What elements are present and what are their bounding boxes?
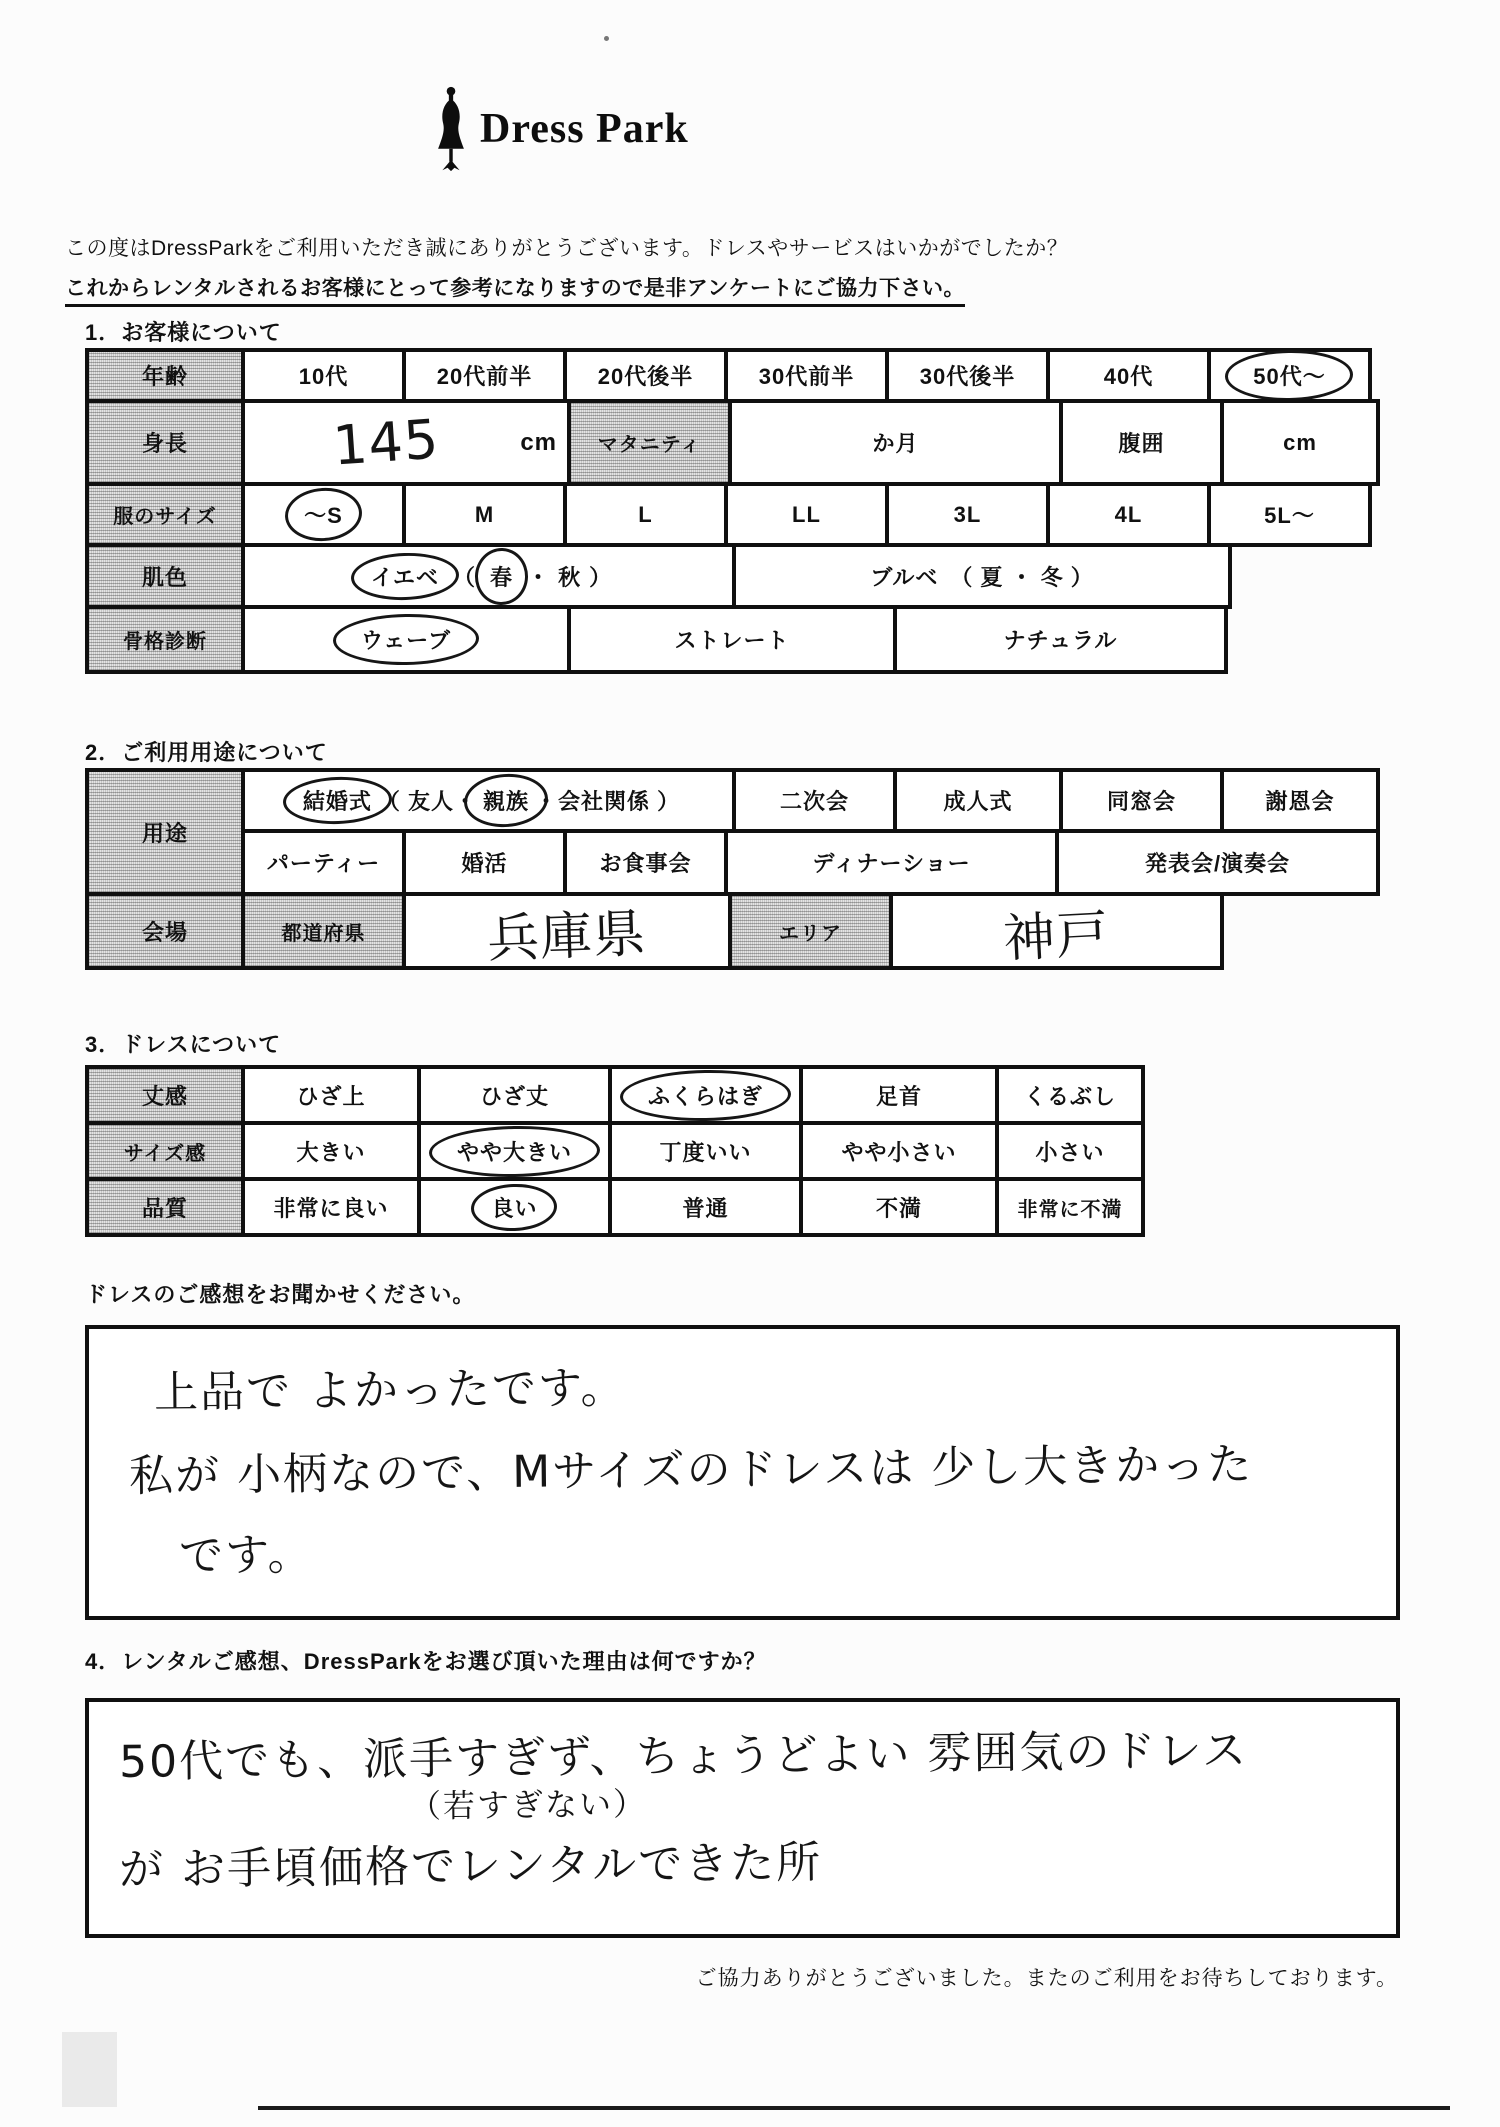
purpose-option-afterparty: 二次会 xyxy=(732,768,897,833)
fit-option-just-right: 丁度いい xyxy=(608,1121,803,1181)
fit-option-small: 小さい xyxy=(995,1121,1145,1181)
feedback-line: 上品で よかったです。 xyxy=(153,1362,627,1419)
waist-label: 腹囲 xyxy=(1059,399,1224,486)
age-option-late30s: 30代後半 xyxy=(885,348,1050,403)
reason-line: （若すぎない） xyxy=(408,1784,648,1826)
dress-feedback-box xyxy=(85,1325,1400,1620)
footer-thanks: ご協力ありがとうございました。またのご利用をお待ちしております。 xyxy=(695,1967,1398,1990)
handwritten-circle: ウェーブ xyxy=(355,624,457,655)
age-option-late20s: 20代後半 xyxy=(563,348,728,403)
size-option-l: L xyxy=(563,482,728,547)
logo xyxy=(432,86,689,172)
section4-title: 4．レンタルご感想、DressParkをお選び頂いた理由は何ですか？ xyxy=(85,1649,767,1674)
prefecture-label: 都道府県 xyxy=(241,892,406,970)
dress-feedback-prompt: ドレスのご感想をお聞かせください。 xyxy=(85,1282,476,1307)
purpose-option-dinner: お食事会 xyxy=(563,829,728,896)
venue-row-label: 会場 xyxy=(85,892,245,970)
maternity-label: マタニティ xyxy=(567,399,732,486)
fit-row-label: サイズ感 xyxy=(85,1121,245,1181)
age-option-early20s: 20代前半 xyxy=(402,348,567,403)
scan-artifact-line xyxy=(258,2106,1450,2110)
waist-unit: cm xyxy=(1220,399,1380,486)
dress-form-icon xyxy=(432,86,470,172)
frame-row-label: 骨格診断 xyxy=(85,605,245,674)
age-option-10s: 10代 xyxy=(241,348,406,403)
size-option-3l: 3L xyxy=(885,482,1050,547)
maternity-months-cell: か月 xyxy=(728,399,1063,486)
reason-line: が お手頃価格でレンタルできた所 xyxy=(118,1837,823,1896)
handwritten-circle: 50代～ xyxy=(1247,360,1331,391)
length-option-ankle: 足首 xyxy=(799,1065,999,1125)
age-option-40s: 40代 xyxy=(1046,348,1211,403)
feedback-line: 私が 小柄なので、Mサイズのドレスは 少し大きかった xyxy=(128,1439,1254,1502)
age-option-early30s: 30代前半 xyxy=(724,348,889,403)
height-value-cell xyxy=(241,399,571,486)
length-option-calf-circled xyxy=(608,1065,803,1125)
purpose-wedding-cell: 結婚式 （ 友人・ 親族 ・会社関係 ） xyxy=(241,768,736,833)
quality-option-very-unsatisfied: 非常に不満 xyxy=(995,1177,1145,1237)
size-row-label: 服のサイズ xyxy=(85,482,245,547)
purpose-option-reunion: 同窓会 xyxy=(1059,768,1224,833)
handwritten-circle: 親族 xyxy=(477,785,535,816)
length-option-above-knee: ひざ上 xyxy=(241,1065,421,1125)
reason-line: 50代でも、派手すぎず、ちょうどよい 雰囲気のドレス xyxy=(118,1725,1249,1788)
customer-table xyxy=(85,348,1380,674)
skin-row-label: 肌色 xyxy=(85,543,245,609)
purpose-option-coming-of-age: 成人式 xyxy=(893,768,1063,833)
area-value-cell xyxy=(889,892,1224,970)
frame-option-wave-circled xyxy=(241,605,571,674)
quality-option-very-good: 非常に良い xyxy=(241,1177,421,1237)
quality-row-label: 品質 xyxy=(85,1177,245,1237)
skin-blue-cell: ブルベ （ 夏 ・ 冬 ） xyxy=(732,543,1232,609)
size-option-s-circled xyxy=(241,482,406,547)
height-row-label: 身長 xyxy=(85,399,245,486)
fit-option-slightly-big-circled xyxy=(417,1121,612,1181)
scan-artifact-smudge xyxy=(62,2032,117,2107)
intro-line1: この度はDressParkをご利用いただき誠にありがとうございます。ドレスやサービスはいかがでしたか？ xyxy=(65,237,1069,260)
dress-table xyxy=(85,1065,1145,1237)
age-row-label: 年齢 xyxy=(85,348,245,403)
handwritten-circle: 春 xyxy=(484,561,519,592)
purpose-option-party: パーティー xyxy=(241,829,406,896)
quality-option-normal: 普通 xyxy=(608,1177,803,1237)
frame-option-straight: ストレート xyxy=(567,605,897,674)
fit-option-big: 大きい xyxy=(241,1121,421,1181)
section1-title: 1．お客様について xyxy=(85,320,282,345)
size-option-ll: LL xyxy=(724,482,889,547)
quality-option-good-circled xyxy=(417,1177,612,1237)
purpose-option-thanks-party: 謝恩会 xyxy=(1220,768,1380,833)
handwritten-circle: ～S xyxy=(298,499,349,530)
size-option-5l: 5L～ xyxy=(1207,482,1372,547)
purpose-option-recital: 発表会/演奏会 xyxy=(1055,829,1380,896)
quality-option-unsatisfied: 不満 xyxy=(799,1177,999,1237)
size-option-4l: 4L xyxy=(1046,482,1211,547)
reason-box xyxy=(85,1698,1400,1938)
length-row-label: 丈感 xyxy=(85,1065,245,1125)
handwritten-circle: イエベ xyxy=(365,561,445,592)
intro-line2: これからレンタルされるお客様にとって参考になりますので是非アンケートにご協力下さい。 xyxy=(65,277,965,307)
handwritten-circle: ふくらはぎ xyxy=(642,1080,769,1111)
purpose-row-label: 用途 xyxy=(85,768,245,896)
length-option-knee: ひざ丈 xyxy=(417,1065,612,1125)
scan-artifact-dot xyxy=(604,36,609,41)
handwritten-prefecture: 兵庫県 xyxy=(486,903,648,970)
height-unit: cm xyxy=(520,428,557,456)
handwritten-height: 145 xyxy=(330,407,442,478)
area-label: エリア xyxy=(728,892,893,970)
size-option-m: M xyxy=(402,482,567,547)
section2-title: 2．ご利用用途について xyxy=(85,740,328,765)
handwritten-circle: やや大きい xyxy=(451,1136,578,1167)
prefecture-value-cell xyxy=(402,892,732,970)
section3-title: 3．ドレスについて xyxy=(85,1032,282,1057)
skin-yellow-cell: イエベ （ 春 ・ 秋 ） xyxy=(241,543,736,609)
handwritten-area: 神戸 xyxy=(1002,903,1112,970)
length-option-anklebone: くるぶし xyxy=(995,1065,1145,1125)
handwritten-circle: 良い xyxy=(485,1192,543,1223)
usage-table xyxy=(85,768,1380,970)
fit-option-slightly-small: やや小さい xyxy=(799,1121,999,1181)
feedback-line: です。 xyxy=(178,1529,314,1582)
age-option-50s-circled xyxy=(1207,348,1372,403)
handwritten-circle: 結婚式 xyxy=(297,785,378,816)
frame-option-natural: ナチュラル xyxy=(893,605,1228,674)
purpose-option-konkatsu: 婚活 xyxy=(402,829,567,896)
purpose-option-dinnershow: ディナーショー xyxy=(724,829,1059,896)
logo-text: Dress Park xyxy=(480,106,689,152)
